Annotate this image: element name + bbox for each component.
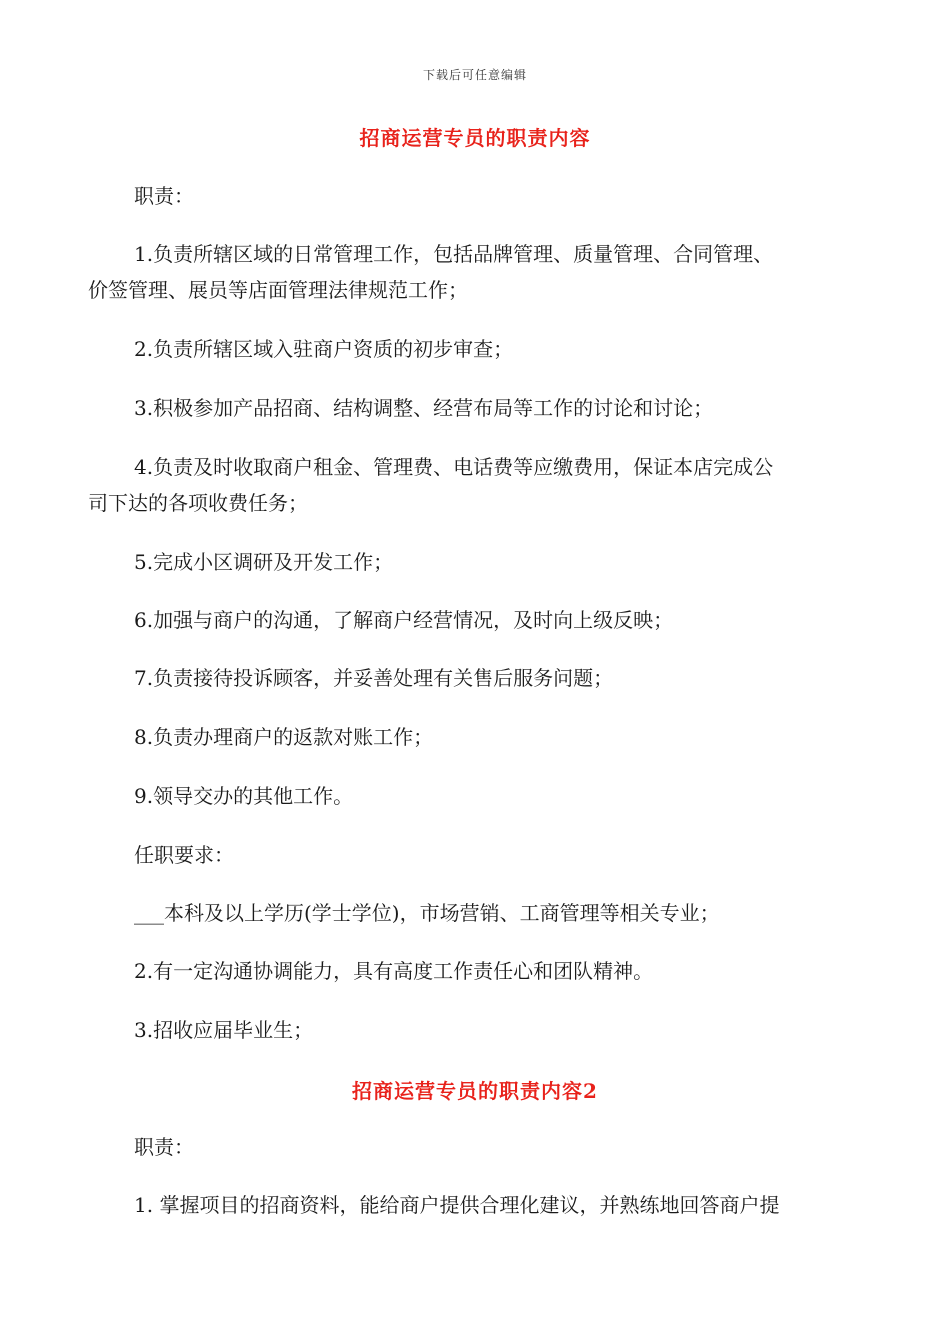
- duty-8: 8.负责办理商户的返款对账工作；: [134, 725, 434, 749]
- duty-1-line-1: 1.负责所辖区域的日常管理工作，包括品牌管理、质量管理、合同管理、: [134, 242, 774, 266]
- section1-duties-heading: 职责：: [134, 184, 194, 208]
- section1-title: 招商运营专员的职责内容: [359, 126, 591, 150]
- section2-duty-1: 1. 掌握项目的招商资料，能给商户提供合理化建议，并熟练地回答商户提: [134, 1193, 780, 1217]
- requirement-1: ___本科及以上学历(学士学位)，市场营销、工商管理等相关专业；: [134, 901, 720, 925]
- duty-6: 6.加强与商户的沟通，了解商户经营情况，及时向上级反映；: [134, 608, 674, 632]
- duty-9: 9.领导交办的其他工作。: [134, 784, 354, 808]
- duty-5: 5.完成小区调研及开发工作；: [134, 550, 394, 574]
- duty-4-line-1: 4.负责及时收取商户租金、管理费、电话费等应缴费用，保证本店完成公: [134, 455, 774, 479]
- duty-4-line-2: 司下达的各项收费任务；: [88, 491, 308, 515]
- header-note: 下载后可任意编辑: [422, 68, 527, 82]
- duty-3: 3.积极参加产品招商、结构调整、经营布局等工作的讨论和讨论；: [134, 396, 714, 420]
- section2-duties-heading: 职责：: [134, 1135, 194, 1159]
- section1-requirements-heading: 任职要求：: [134, 843, 234, 867]
- duty-7: 7.负责接待投诉顾客，并妥善处理有关售后服务问题；: [134, 666, 614, 690]
- requirement-2: 2.有一定沟通协调能力，具有高度工作责任心和团队精神。: [134, 959, 654, 983]
- requirement-3: 3.招收应届毕业生；: [134, 1018, 314, 1042]
- section2-title: 招商运营专员的职责内容2: [352, 1079, 598, 1103]
- duty-2: 2.负责所辖区域入驻商户资质的初步审查；: [134, 337, 514, 361]
- duty-1-line-2: 价签管理、展员等店面管理法律规范工作；: [88, 278, 468, 302]
